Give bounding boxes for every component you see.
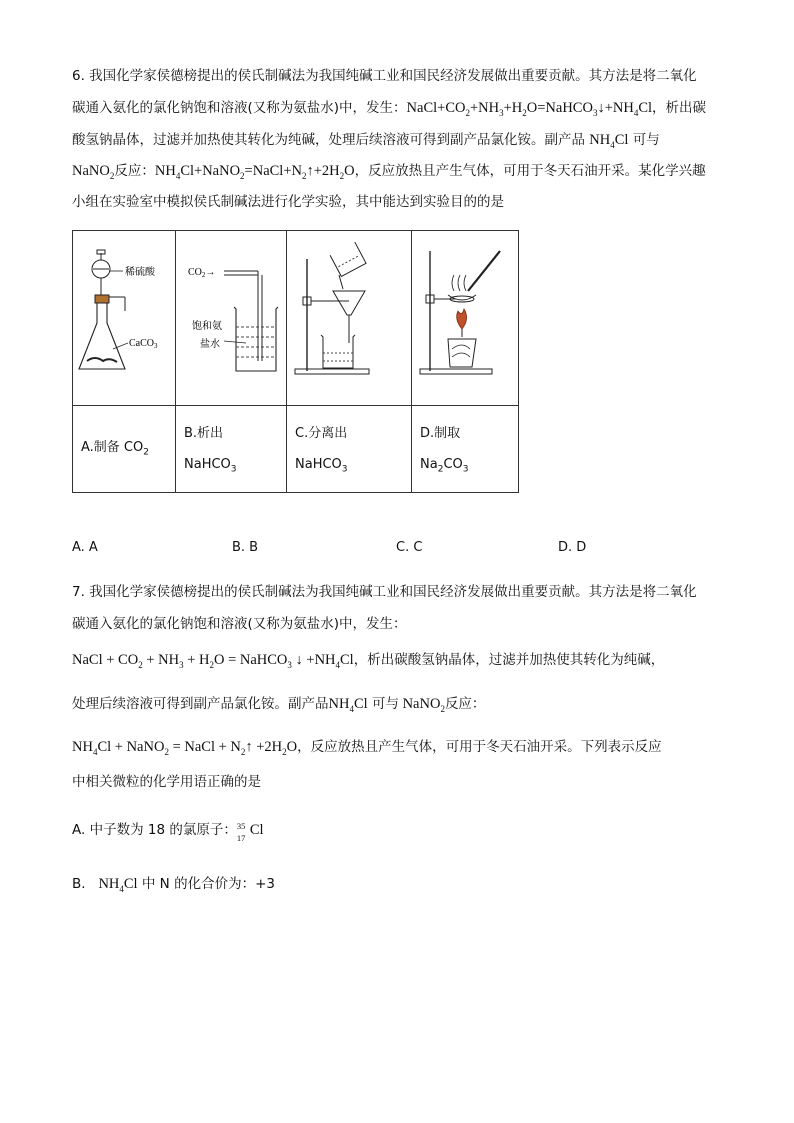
caption-d: D.制取 $Na_2CO_3$ [412,406,519,493]
figure-b-cell [176,231,287,406]
label-saturated-1: 饱和氨 [192,321,222,332]
experiment-table [72,230,519,493]
label-dilute-acid: 稀硫酸 [125,267,155,278]
q7-line-1: 7. 我国化学家侯德榜提出的侯氏制碱法为我国纯碱工业和国民经济发展做出重要贡献。其方法是将二氧化 [72,584,697,600]
figure-b-beaker [176,231,286,401]
q7-line-4: 处理后续溶液可得到副产品氯化铵。副产品$NH_4Cl$ 可与 NaNO$_2$反应： [72,696,486,714]
q6-option-b[interactable]: B. B [232,540,259,555]
q7-equation-2: $NH_4Cl$ + NaNO$_2$ = NaCl + $N_2↑ +2H_2O$ [72,739,298,757]
figure-d-evaporation [412,231,518,401]
q6-equation: $NaCl+CO_2+NH_3+H_2O=NaHCO_3↓+NH_4Cl$ [406,100,653,118]
q7-line-6: 中相关微粒的化学用语正确的是 [72,774,261,790]
figure-c-cell [287,231,412,406]
q6-line-3: 酸氢钠晶体，过滤并加热使其转化为纯碱，处理后续溶液可得到副产品氯化铵。副产品 $NH_4Cl$ 可与 [72,132,660,150]
q6-line-4: NaNO$_2$反应：$NH_4Cl+NaNO_2=NaCl+N_2↑+2H_2O$，反应放热且产生气体，可用于冬天石油开采。某化学兴趣 [72,163,706,181]
q6-option-c[interactable]: C. C [396,540,423,555]
label-caco3: CaCO$_3$ [129,338,158,350]
q6-line-5: 小组在实验室中模拟侯氏制碱法进行化学实验，其中能达到实验目的的是 [72,194,504,210]
q7-line-2: 碳通入氨化的氯化钠饱和溶液(又称为氨盐水)中，发生： [72,616,407,632]
q7-equation-1: NaCl + $CO_2 + NH_3 + H_2O$ = NaHCO$_3$ ↓ $+NH_4Cl$ [72,652,354,670]
label-co2-inlet: $CO_2\to$ [188,267,216,279]
caption-c: C.分离出 NaHCO$_3$ [287,406,412,493]
q6-equation-2: $NH_4Cl+NaNO_2=NaCl+N_2↑+2H_2O$ [154,163,355,181]
q7-line-3: NaCl + $CO_2 + NH_3 + H_2O$ = NaHCO$_3$ ↓ $+NH_4Cl$，析出碳酸氢钠晶体，过滤并加热使其转化为纯碱， [72,652,665,670]
q6-line-1: 6. 我国化学家侯德榜提出的侯氏制碱法为我国纯碱工业和国民经济发展做出重要贡献。其方法是将二氧化 [72,68,697,84]
figure-c-filtration [287,231,411,401]
caption-a: A.制备 $CO_2$ [73,406,176,493]
q7-option-b[interactable]: B. $NH_4Cl$ 中 N 的化合价为：+3 [72,876,275,894]
q6-option-d[interactable]: D. D [558,540,587,555]
figure-a-cell [73,231,176,406]
figure-a-flask [73,231,175,401]
label-saturated-2: 盐水 [200,339,220,350]
q7-line-5: $NH_4Cl$ + NaNO$_2$ = NaCl + $N_2↑ +2H_2O$，反应放热且产生气体，可用于冬天石油开采。下列表示反应 [72,739,662,757]
chlorine-nuclide: 35 17 [236,821,246,843]
q7-option-a[interactable]: A. 中子数为 18 的氯原子： 35 17 Cl [72,821,264,843]
q6-option-a[interactable]: A. A [72,540,98,555]
figure-d-cell [412,231,519,406]
q6-line-2: 碳通入氨化的氯化钠饱和溶液(又称为氨盐水)中，发生：$NaCl+CO_2+NH_3+H_2O=NaHCO_3↓+NH_4Cl$，析出碳 [72,100,707,118]
caption-b: B.析出 NaHCO$_3$ [176,406,287,493]
